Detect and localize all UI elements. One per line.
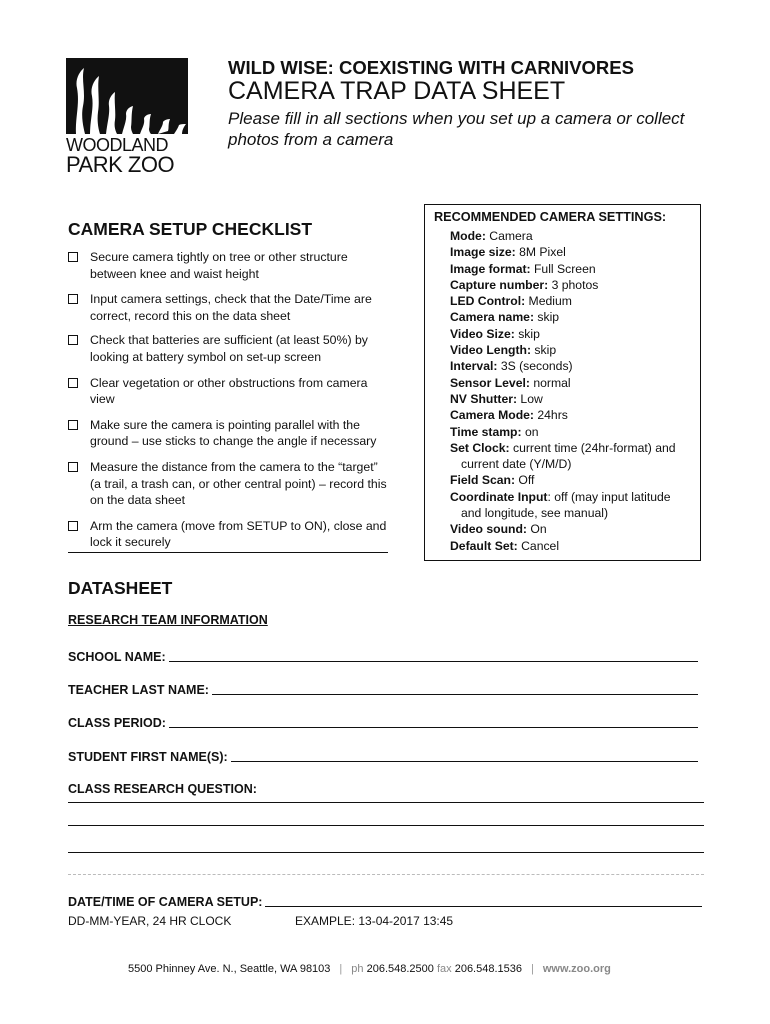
setting-key: Capture number: (450, 277, 549, 292)
checklist-item-text: Check that batteries are sufficient (at least 50%) by looking at battery symbol on set-up screen (90, 333, 368, 364)
checkbox[interactable] (68, 335, 78, 345)
setting-key: LED Control: (450, 294, 526, 309)
setting-key: Camera Mode: (450, 408, 534, 423)
checkbox[interactable] (68, 378, 78, 388)
setting-value: Camera (489, 229, 533, 243)
setting-value: skip (518, 326, 540, 341)
setting-key: Image format: (450, 261, 531, 276)
setting-value: 3 photos (551, 277, 599, 292)
research-question-line[interactable] (68, 825, 704, 826)
footer-phone: 206.548.2500 (366, 963, 434, 975)
student-names-field (68, 748, 698, 764)
page-subtitle: Please fill in all sections when you set up a camera or collect photos from a camera (228, 109, 685, 149)
footer-separator: | (339, 963, 343, 975)
setting-row (450, 489, 698, 522)
recommended-settings-box (424, 204, 701, 561)
setting-key: Video sound: (450, 522, 527, 537)
footer-fax: 206.548.1536 (454, 963, 522, 975)
setting-value: current time (24hr-format) and (513, 440, 676, 455)
settings-title: RECOMMENDED CAMERA SETTINGS: (434, 210, 667, 224)
setting-key: NV Shutter: (450, 391, 518, 406)
setting-key: Video Size: (450, 326, 515, 341)
setting-value: on (524, 424, 539, 439)
datasheet-title: DATASHEET (68, 578, 173, 598)
setting-value: On (530, 522, 547, 537)
setup-datetime-field (68, 893, 702, 909)
camera-setup-checklist (68, 249, 388, 560)
setting-row (450, 440, 698, 473)
research-question-line[interactable] (68, 802, 704, 803)
setting-row (450, 391, 698, 407)
checklist-divider (68, 552, 388, 553)
checklist-title: CAMERA SETUP CHECKLIST (68, 219, 313, 239)
student-names-label: STUDENT FIRST NAME(S): (68, 750, 228, 764)
zebra-stripes-logo-icon (66, 58, 188, 134)
setting-row (450, 407, 698, 423)
school-name-field (68, 648, 698, 664)
woodland-park-zoo-logo (66, 58, 188, 176)
setting-row (450, 244, 698, 260)
setting-value: skip (534, 343, 557, 358)
checklist-item (68, 249, 388, 282)
setting-key: Coordinate Input (450, 489, 548, 504)
setting-row (450, 424, 698, 440)
setup-datetime-label: DATE/TIME OF CAMERA SETUP: (68, 895, 263, 909)
checklist-item-text: Clear vegetation or other obstructions from camera view (90, 375, 368, 407)
research-question-line[interactable] (68, 874, 704, 875)
page-title: CAMERA TRAP DATA SHEET (228, 77, 566, 105)
checklist-item-text: Input camera settings, check that the Date/Time are correct, record this on the data sheet (90, 292, 372, 323)
setting-value: Off (518, 473, 535, 488)
checkbox[interactable] (68, 462, 78, 472)
setting-row (450, 342, 698, 358)
checklist-item (68, 518, 388, 551)
setting-key: Time stamp: (450, 424, 522, 439)
research-team-heading: RESEARCH TEAM INFORMATION (68, 613, 268, 627)
footer (128, 963, 611, 975)
checkbox[interactable] (68, 420, 78, 430)
setting-key: Sensor Level: (450, 375, 530, 390)
setting-value: 8M Pixel (519, 245, 566, 260)
footer-phone-label: ph (351, 963, 364, 975)
checklist-item-text: Measure the distance from the camera to the “target” (a trail, a trash can, or other central point) – record this on the data sheet (90, 459, 387, 508)
setting-row (450, 261, 698, 277)
setting-row (450, 293, 698, 309)
setting-key: Set Clock: (450, 440, 510, 455)
class-period-field (68, 714, 698, 730)
checklist-item (68, 375, 388, 408)
checklist-item (68, 291, 388, 324)
footer-separator: | (531, 963, 534, 975)
setting-value-continued: and longitude, see manual) (461, 506, 609, 521)
setting-row (450, 277, 698, 293)
student-names-input-line[interactable] (231, 761, 698, 762)
checkbox[interactable] (68, 294, 78, 304)
checklist-item-text: Arm the camera (move from SETUP to ON), close and lock it securely (90, 518, 387, 550)
setting-row (450, 521, 698, 537)
research-question-line[interactable] (68, 852, 704, 853)
setting-value: normal (533, 375, 571, 390)
checklist-item (68, 459, 388, 509)
teacher-name-label: TEACHER LAST NAME: (68, 683, 209, 697)
class-period-label: CLASS PERIOD: (68, 716, 166, 730)
setting-row (450, 358, 698, 374)
setting-row (450, 326, 698, 342)
logo-text-woodland: WOODLAND (66, 135, 169, 155)
checklist-item-text: Make sure the camera is pointing parallel with the ground – use sticks to change the angle if necessary (90, 417, 377, 449)
setting-value: skip (537, 310, 560, 325)
date-example: EXAMPLE: 13-04-2017 13:45 (295, 914, 454, 928)
class-period-input-line[interactable] (169, 727, 698, 728)
checkbox[interactable] (68, 252, 78, 262)
setting-value: 24hrs (537, 408, 568, 423)
setting-value: Full Screen (533, 261, 596, 276)
date-format-hint: DD-MM-YEAR, 24 HR CLOCK (68, 914, 232, 928)
footer-address: 5500 Phinney Ave. N., Seattle, WA 98103 (128, 963, 331, 975)
setting-value: Cancel (521, 538, 560, 553)
research-question-label: CLASS RESEARCH QUESTION: (68, 782, 257, 796)
footer-website-link[interactable]: www.zoo.org (542, 963, 611, 975)
setting-key: Video Length: (450, 343, 532, 358)
checklist-item (68, 332, 388, 365)
setting-row (450, 309, 698, 325)
setting-row (450, 472, 698, 488)
settings-list (450, 228, 698, 554)
setting-row (450, 375, 698, 391)
setting-row (450, 228, 698, 244)
setting-key: Image size: (450, 245, 516, 260)
checklist-item-text: Secure camera tightly on tree or other structure between knee and waist height (90, 250, 348, 281)
teacher-name-field (68, 681, 698, 697)
school-name-input-line[interactable] (169, 661, 698, 662)
checkbox[interactable] (68, 521, 78, 531)
setting-key: Interval: (450, 359, 498, 374)
checklist-item (68, 417, 388, 450)
setting-value: 3S (seconds) (500, 359, 573, 374)
setting-key: Mode: (450, 229, 486, 243)
teacher-name-input-line[interactable] (212, 694, 698, 695)
header-kicker: WILD WISE: COEXISTING WITH CARNIVORES (228, 57, 634, 78)
setting-value: : off (may input latitude (547, 489, 671, 504)
setting-key: Field Scan: (450, 473, 516, 488)
setup-datetime-input-line[interactable] (265, 906, 702, 907)
setting-value: Medium (528, 294, 572, 309)
logo-text-park-zoo: PARK ZOO (66, 152, 175, 177)
footer-fax-label: fax (436, 963, 452, 975)
school-name-label: SCHOOL NAME: (68, 650, 166, 664)
setting-key: Camera name: (450, 310, 534, 325)
setting-value: Low (520, 391, 543, 406)
setting-key: Default Set: (450, 538, 518, 553)
setting-value-continued: current date (Y/M/D) (461, 457, 572, 472)
setting-row (450, 538, 698, 554)
